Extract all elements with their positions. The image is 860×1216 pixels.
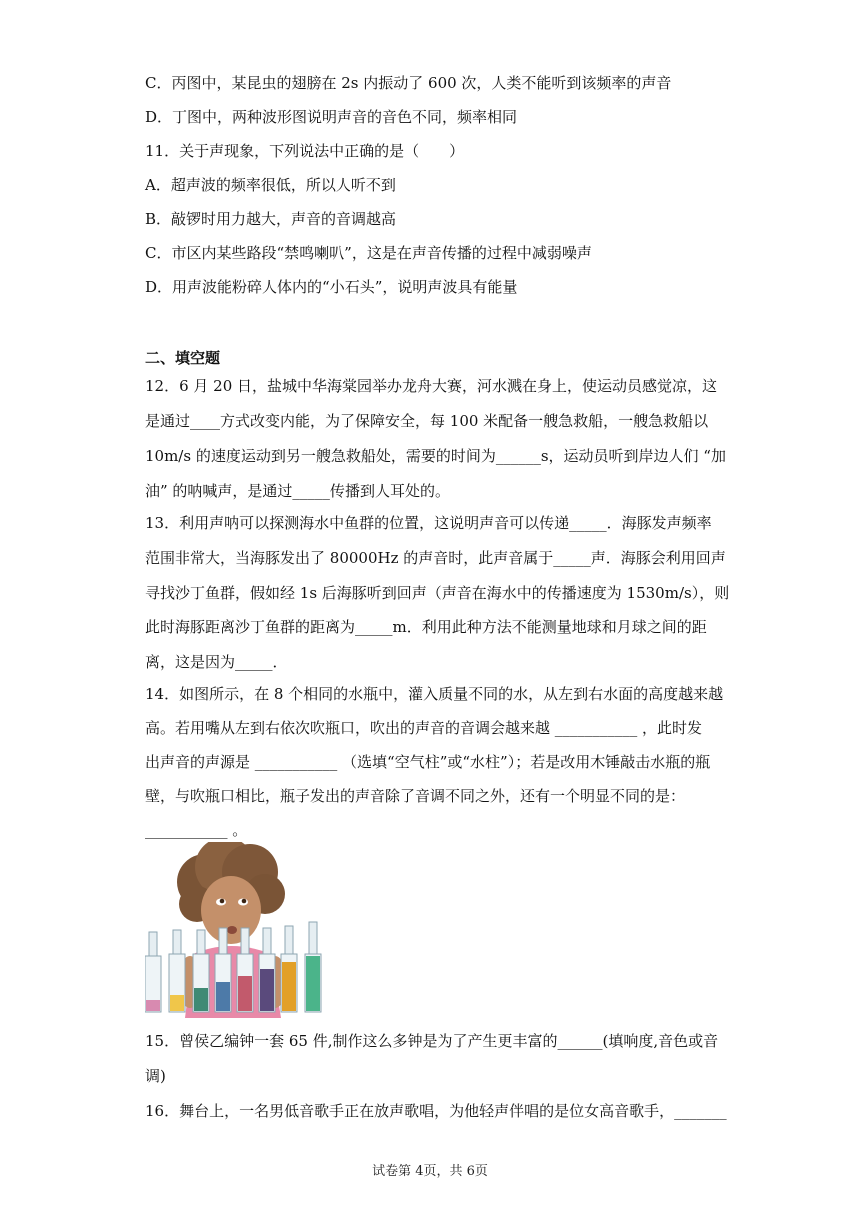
option-d-q10: D．丁图中，两种波形图说明声音的音色不同，频率相同 (145, 108, 518, 126)
question-16-line1: 16．舞台上，一名男低音歌手正在放声歌唱，为他轻声伴唱的是位女高音歌手，_______ (145, 1102, 727, 1120)
question-11: 11．关于声现象，下列说法中正确的是（ ） (145, 142, 465, 160)
question-13-line1: 13．利用声呐可以探测海水中鱼群的位置，这说明声音可以传递_____．海豚发声频率 (145, 514, 712, 532)
question-13-line2: 范围非常大，当海豚发出了 80000Hz 的声音时，此声音属于_____声．海豚会利用回声 (145, 549, 726, 567)
question-13-line3: 寻找沙丁鱼群，假如经 1s 后海豚听到回声（声音在海水中的传播速度为 1530m/s），则 (145, 584, 730, 602)
option-c-q11: C．市区内某些路段“禁鸣喇叭”，这是在声音传播的过程中减弱噪声 (145, 244, 592, 262)
question-14-line1: 14．如图所示，在 8 个相同的水瓶中，灌入质量不同的水，从左到右水面的高度越来越 (145, 685, 724, 703)
question-15-line1: 15．曾侯乙编钟一套 65 件,制作这么多钟是为了产生更丰富的______(填响度,音色或音 (145, 1032, 719, 1050)
option-c-q10: C．丙图中，某昆虫的翅膀在 2s 内振动了 600 次，人类不能听到该频率的声音 (145, 74, 672, 92)
question-14-line4: 壁，与吹瓶口相比，瓶子发出的声音除了音调不同之外，还有一个明显不同的是： (145, 787, 686, 805)
page-footer: 试卷第 4页，共 6页 (372, 1164, 488, 1179)
question-14-line2: 高。若用嘴从左到右依次吹瓶口，吹出的声音的音调会越来越 ___________ ，此时发 (145, 719, 703, 737)
question-15-line2: 调) (145, 1067, 166, 1085)
question-12-line1: 12．6 月 20 日，盐城中华海棠园举办龙舟大赛，河水溅在身上，使运动员感觉凉，这 (145, 377, 718, 395)
question-14-line3: 出声音的声源是 ___________ （选填“空气柱”或“水柱”）；若是改用木锤敲击水瓶的瓶 (145, 753, 711, 771)
question-14-line5: ___________ 。 (145, 821, 248, 839)
option-d-q11: D．用声波能粉碎人体内的“小石头”，说明声波具有能量 (145, 278, 518, 296)
question-13-line4: 此时海豚距离沙丁鱼群的距离为_____m．利用此种方法不能测量地球和月球之间的距 (145, 618, 707, 636)
question-12-line2: 是通过____方式改变内能，为了保障安全，每 100 米配备一艘急救船，一艘急救船以 (145, 412, 709, 430)
question-13-line5: 离，这是因为_____． (145, 653, 288, 671)
option-a-q11: A．超声波的频率很低，所以人听不到 (145, 176, 396, 194)
option-b-q11: B．敲锣时用力越大，声音的音调越高 (145, 210, 397, 228)
girl-blowing-bottles-illustration (145, 842, 330, 1018)
question-12-line4: 油” 的呐喊声，是通过_____传播到人耳处的。 (145, 482, 450, 500)
section-title: 二、填空题 (145, 349, 221, 367)
question-12-line3: 10m/s 的速度运动到另一艘急救船处，需要的时间为______s，运动员听到岸边人们 “加 (145, 447, 726, 465)
